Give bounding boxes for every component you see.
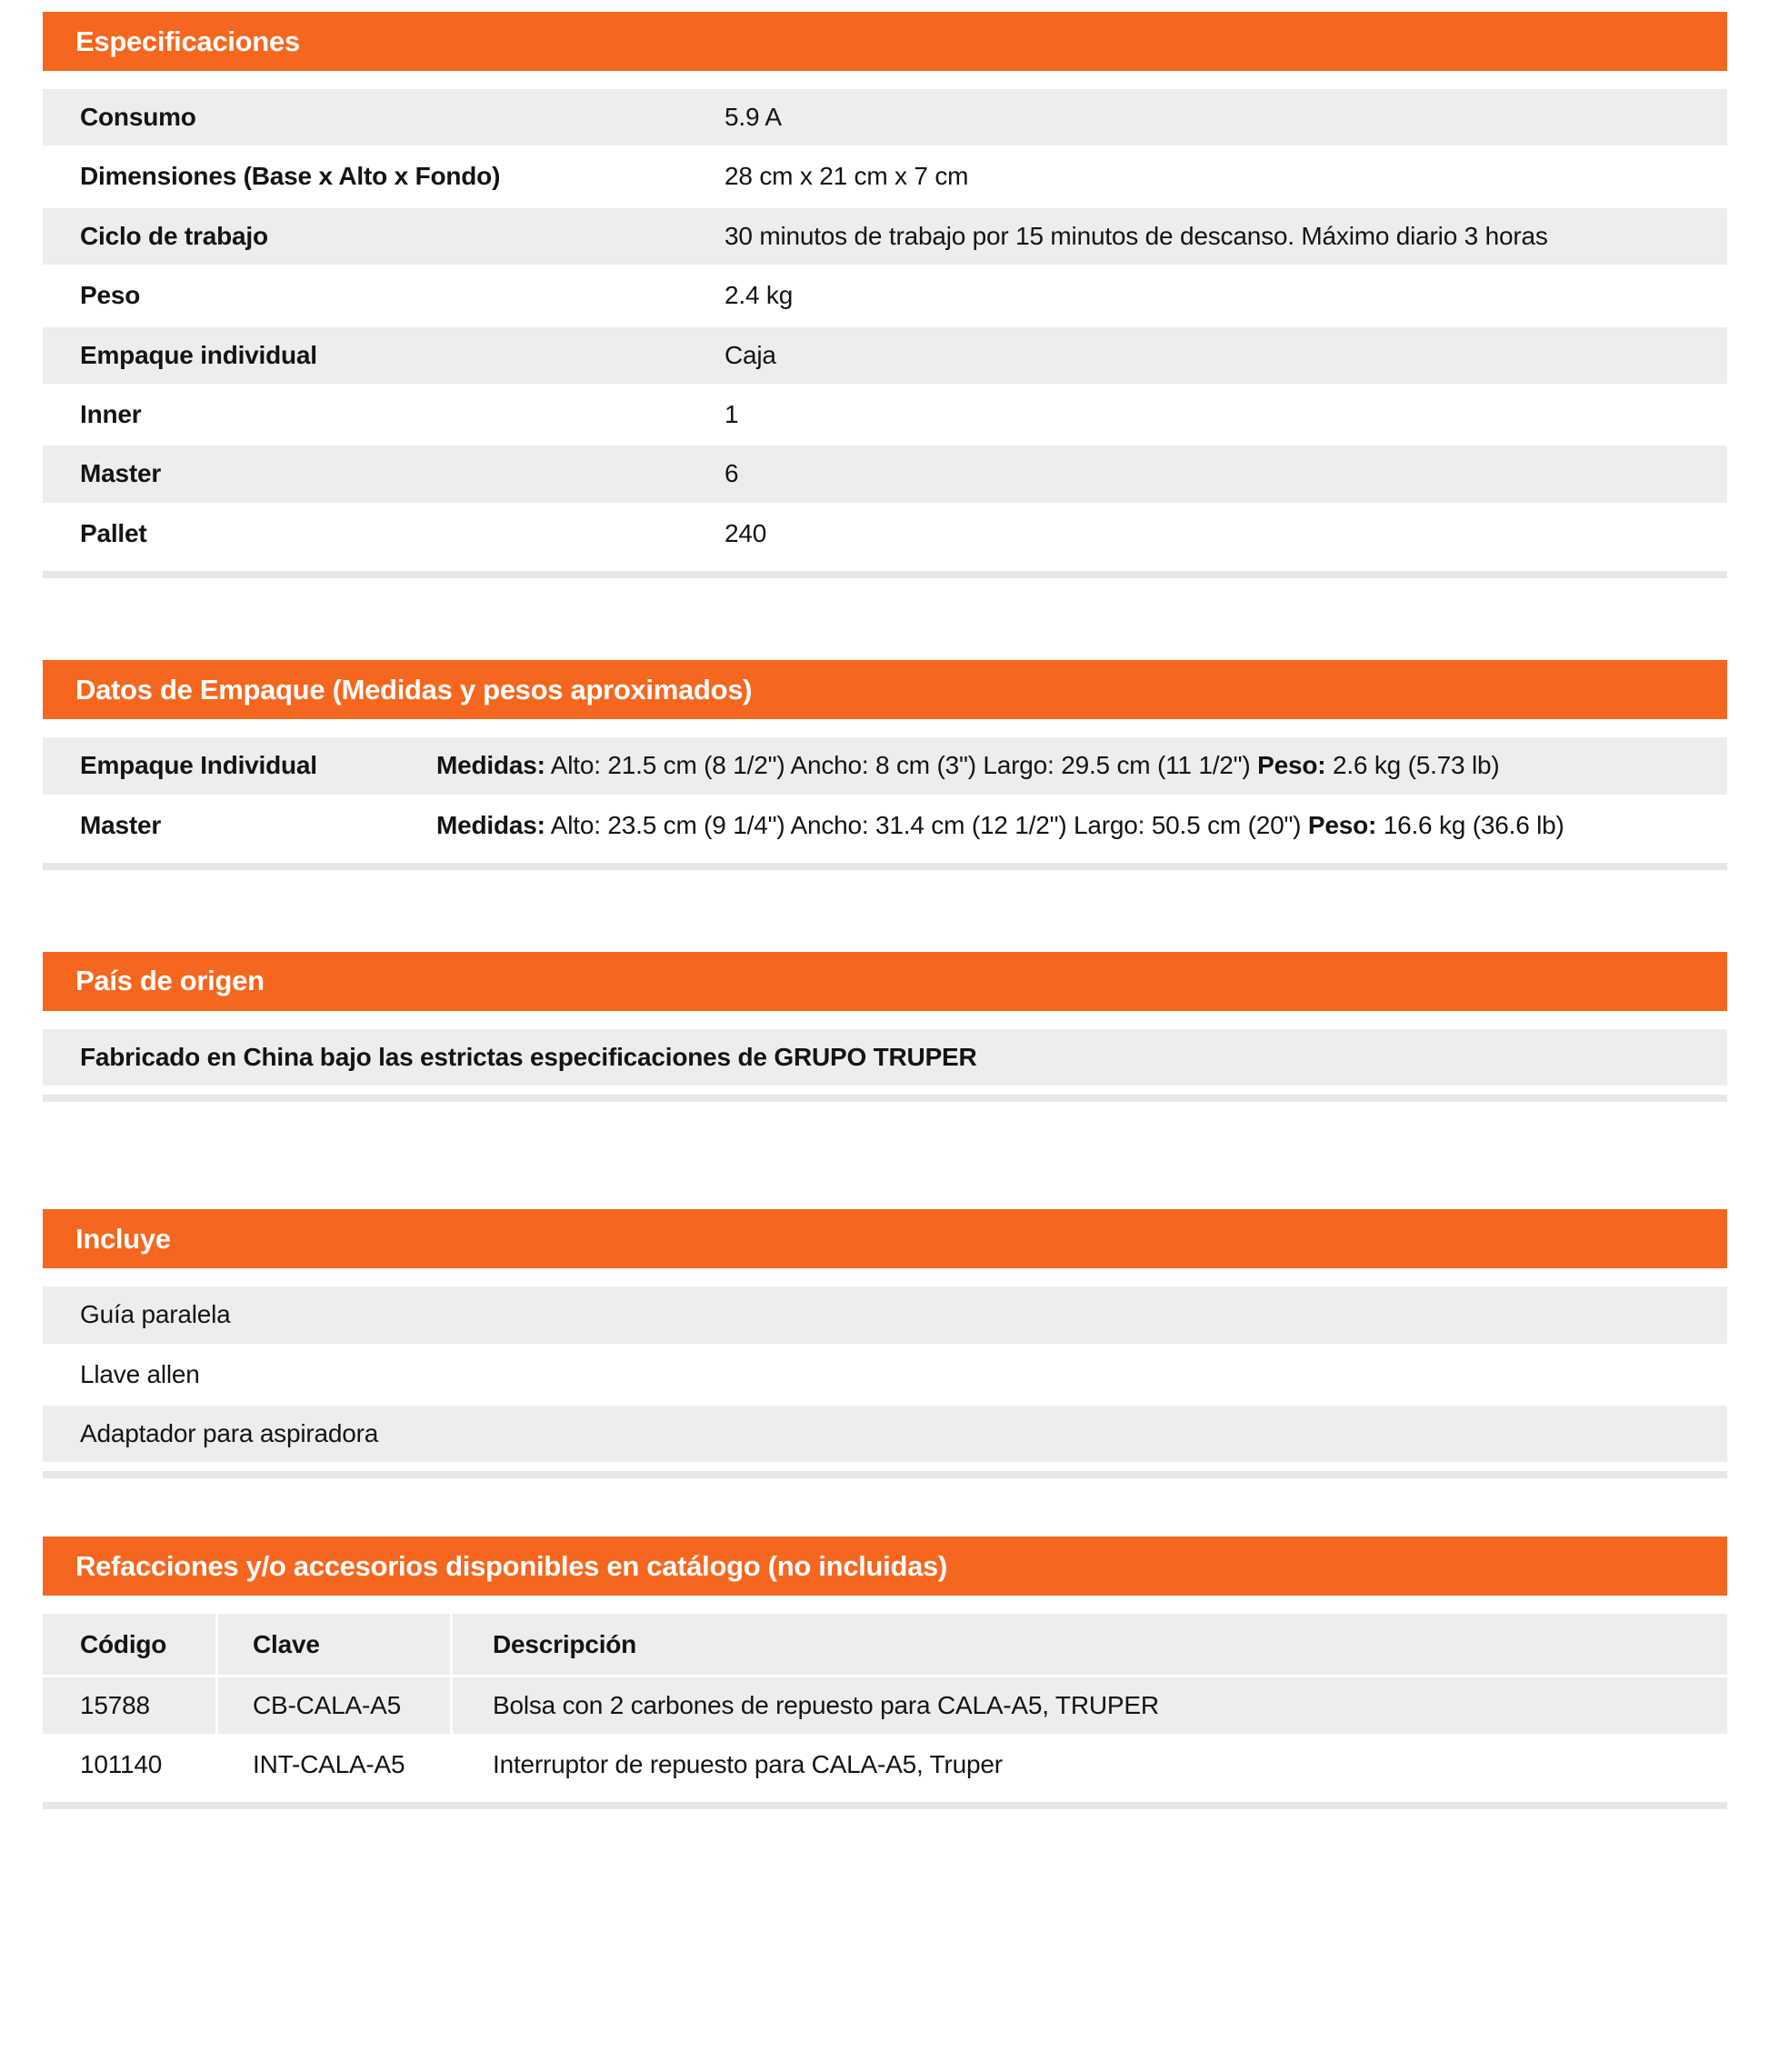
- parts-table-cell-clave: CB-CALA-A5: [218, 1677, 450, 1734]
- packaging-value-part: Peso:: [1307, 810, 1377, 839]
- spec-row: [43, 89, 1727, 145]
- parts-table-cell-clave: INT-CALA-A5: [218, 1737, 450, 1793]
- spec-row-value: Caja: [725, 340, 776, 369]
- parts-table-cell-codigo: 15788: [43, 1677, 215, 1734]
- packaging-row-value: [436, 737, 1682, 794]
- section-header-pais-de-origen: [43, 952, 1727, 1011]
- spec-row: [43, 386, 1727, 443]
- spec-row: [43, 148, 1727, 205]
- spec-row-label: Dimensiones (Base x Alto x Fondo): [80, 162, 501, 191]
- parts-table-header-cell: Descripción: [453, 1614, 1727, 1675]
- packaging-value-part: Alto: 23.5 cm (9 1/4") Ancho: 31.4 cm (12 1/2") Largo: 50.5 cm (20"): [545, 810, 1308, 839]
- parts-table-header-cell: Clave: [218, 1614, 450, 1675]
- include-item-label: Guía paralela: [80, 1300, 231, 1329]
- parts-table-row: [43, 1737, 1727, 1793]
- parts-table-row: [43, 1677, 1727, 1734]
- origin-row: [43, 1029, 1727, 1086]
- packaging-row-label: Empaque Individual: [80, 751, 317, 780]
- spec-row-value: 1: [725, 399, 739, 428]
- include-item-row: [43, 1346, 1727, 1403]
- spec-row-value: 240: [725, 518, 767, 547]
- packaging-value-part: Medidas:: [436, 810, 545, 839]
- section-bottom-strip: [43, 1471, 1727, 1478]
- spec-row-value: 28 cm x 21 cm x 7 cm: [725, 162, 969, 191]
- parts-table-header-row: [43, 1614, 1727, 1675]
- spec-row-label: Empaque individual: [80, 340, 317, 369]
- packaging-value-part: Peso:: [1257, 751, 1326, 780]
- section-especificaciones: [43, 12, 1727, 578]
- spec-row: [43, 445, 1727, 502]
- packaging-row-label: Master: [80, 810, 162, 839]
- section-incluye: [43, 1209, 1727, 1478]
- parts-table-cell-descripcion: Bolsa con 2 carbones de repuesto para CALA-A5, TRUPER: [453, 1677, 1727, 1734]
- spec-row: [43, 208, 1727, 265]
- section-title: Refacciones y/o accesorios disponibles en catálogo (no incluidas): [75, 1549, 947, 1582]
- spec-row-label: Pallet: [80, 518, 147, 547]
- spec-row: [43, 505, 1727, 562]
- spec-row-label: Peso: [80, 281, 141, 310]
- include-item-row: [43, 1286, 1727, 1343]
- spec-row-label: Ciclo de trabajo: [80, 221, 268, 250]
- section-bottom-strip: [43, 863, 1727, 870]
- packaging-row: [43, 737, 1727, 794]
- section-title: Incluye: [75, 1222, 171, 1255]
- spec-row-label: Inner: [80, 399, 142, 428]
- incluye-rows: [43, 1286, 1727, 1462]
- origin-text: Fabricado en China bajo las estrictas especificaciones de GRUPO TRUPER: [80, 1042, 977, 1071]
- datos-empaque-rows: [43, 737, 1727, 854]
- include-item-label: Llave allen: [80, 1359, 200, 1388]
- packaging-value-part: 2.6 kg (5.73 lb): [1325, 751, 1500, 780]
- spec-row-value: 2.4 kg: [725, 281, 794, 310]
- packaging-value-part: Medidas:: [436, 751, 545, 780]
- include-item-row: [43, 1406, 1727, 1462]
- spec-row-label: Consumo: [80, 103, 196, 131]
- include-item-label: Adaptador para aspiradora: [80, 1419, 379, 1448]
- section-header-incluye: [43, 1209, 1727, 1268]
- section-datos-empaque: [43, 660, 1727, 870]
- section-bottom-strip: [43, 1802, 1727, 1809]
- parts-table-header-cell: Código: [43, 1614, 215, 1675]
- section-bottom-strip: [43, 571, 1727, 578]
- spec-row-label: Master: [80, 459, 162, 488]
- packaging-value-part: 16.6 kg (36.6 lb): [1376, 810, 1564, 839]
- section-header-refacciones: [43, 1536, 1727, 1596]
- spec-row: [43, 327, 1727, 384]
- section-header-datos-empaque: [43, 660, 1727, 719]
- parts-table-cell-descripcion: Interruptor de repuesto para CALA-A5, Truper: [453, 1737, 1727, 1793]
- section-bottom-strip: [43, 1095, 1727, 1102]
- packaging-row: [43, 797, 1727, 854]
- especificaciones-rows: [43, 89, 1727, 562]
- section-refacciones: [43, 1536, 1727, 1809]
- section-title: Especificaciones: [75, 25, 300, 57]
- section-title: Datos de Empaque (Medidas y pesos aproximados): [75, 673, 753, 706]
- section-header-especificaciones: [43, 12, 1727, 71]
- spec-row-value: 5.9 A: [725, 103, 782, 131]
- spec-row-value: 6: [725, 459, 739, 488]
- spec-row-value: 30 minutos de trabajo por 15 minutos de descanso. Máximo diario 3 horas: [725, 221, 1548, 250]
- parts-table-cell-codigo: 101140: [43, 1737, 215, 1793]
- section-title: País de origen: [75, 965, 265, 997]
- packaging-row-value: [436, 797, 1682, 854]
- refacciones-table: [43, 1614, 1727, 1793]
- packaging-value-part: Alto: 21.5 cm (8 1/2") Ancho: 8 cm (3") Largo: 29.5 cm (11 1/2"): [545, 751, 1258, 780]
- section-pais-de-origen: [43, 952, 1727, 1102]
- spec-row: [43, 267, 1727, 324]
